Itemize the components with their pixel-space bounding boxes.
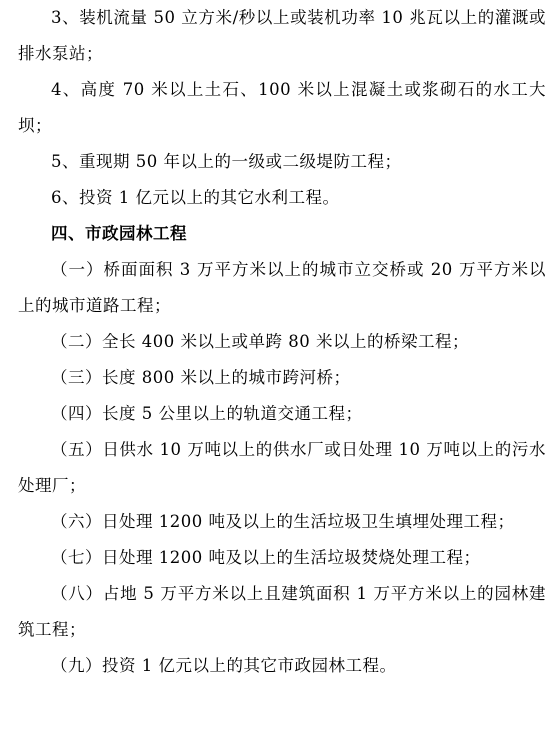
pump-station-clause: 3、装机流量 50 立方米/秒以上或装机功率 10 兆瓦以上的灌溉或排水泵站； bbox=[18, 8, 546, 63]
dam-clause: 4、高度 70 米以上土石、100 米以上混凝土或浆砌石的水工大坝； bbox=[18, 80, 546, 135]
incineration-clause: （七）日处理 1200 吨及以上的生活垃圾焚烧处理工程； bbox=[51, 548, 481, 567]
other-municipal-projects-clause: （九）投资 1 亿元以上的其它市政园林工程。 bbox=[51, 656, 397, 675]
river-bridge-clause: （三）长度 800 米以上的城市跨河桥； bbox=[51, 368, 351, 387]
garden-building-clause: （八）占地 5 万平方米以上且建筑面积 1 万平方米以上的园林建筑工程； bbox=[18, 584, 546, 639]
water-plant-clause: （五）日供水 10 万吨以上的供水厂或日处理 10 万吨以上的污水处理厂； bbox=[18, 440, 546, 495]
other-water-projects-clause: 6、投资 1 亿元以上的其它水利工程。 bbox=[51, 188, 340, 207]
overpass-road-clause: （一）桥面面积 3 万平方米以上的城市立交桥或 20 万平方米以上的城市道路工程； bbox=[18, 260, 546, 315]
section-heading-municipal: 四、市政园林工程 bbox=[51, 224, 187, 243]
landfill-clause: （六）日处理 1200 吨及以上的生活垃圾卫生填埋处理工程； bbox=[51, 512, 515, 531]
rail-transit-clause: （四）长度 5 公里以上的轨道交通工程； bbox=[51, 404, 363, 423]
document-body bbox=[18, 0, 546, 684]
levee-clause: 5、重现期 50 年以上的一级或二级堤防工程； bbox=[51, 152, 402, 171]
bridge-clause: （二）全长 400 米以上或单跨 80 米以上的桥梁工程； bbox=[51, 332, 469, 351]
